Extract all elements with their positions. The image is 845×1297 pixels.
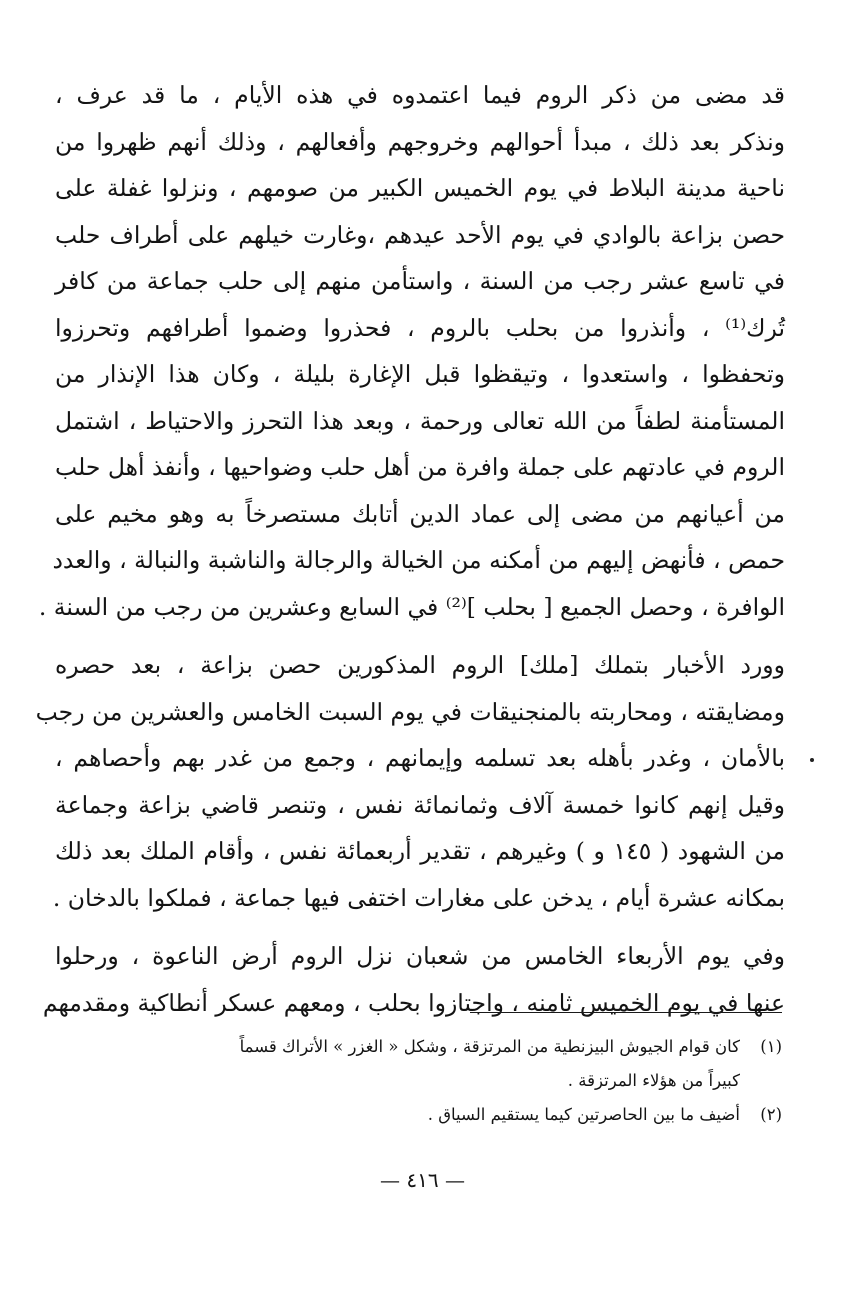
footnote-line: أضيف ما بين الحاصرتين كيما يستقيم السياق . <box>427 1105 740 1124</box>
footnote-text <box>60 1098 740 1132</box>
footnote-number: (١) <box>760 1037 782 1056</box>
footnote-divider <box>470 1012 782 1013</box>
text-line: تُرك⁽¹⁾ ، وأنذروا من بحلب بالروم ، فحذروا وضموا أطرافهم وتحرزوا <box>55 313 785 342</box>
text-line: بمكانه عشرة أيام ، يدخن على مغارات اختفى فيها جماعة ، فملكوا بالدخان . <box>52 883 785 912</box>
text-line: بالأمان ، وغدر بأهله بعد تسلمه وإيمانهم ، وجمع من غدر بهم وأحصاهم ، <box>55 744 785 772</box>
text-line: ومضايقته ، ومحاربته بالمنجنيقات في يوم السبت الخامس والعشرين من رجب <box>35 697 785 726</box>
text-line: ناحية مدينة البلاط في يوم الخميس الكبير من صومهم ، ونزلوا غفلة على <box>55 174 785 202</box>
text-line: عنها في يوم الخميس ثامنه ، واجتازوا بحلب ، ومعهم عسكر أنطاكية ومقدمهم <box>42 988 785 1017</box>
text-line: حصن بزاعة بالوادي في يوم الأحد عيدهم ،وغارت خيلهم على أطراف حلب <box>55 220 785 249</box>
text-line: وورد الأخبار بتملك [ملك] الروم المذكورين حصن بزاعة ، بعد حصره <box>55 651 785 679</box>
paragraph-1 <box>38 72 785 630</box>
footnote-number: (٢) <box>760 1105 782 1124</box>
text-line: قد مضى من ذكر الروم فيما اعتمدوه في هذه الأيام ، ما قد عرف ، <box>55 81 785 109</box>
text-line: المستأمنة لطفاً من الله تعالى ورحمة ، وبعد هذا التحرز والاحتياط ، اشتمل <box>55 406 785 435</box>
footnotes <box>60 1030 782 1132</box>
footnote-2 <box>60 1098 782 1132</box>
footnote-line: كان قوام الجيوش البيزنطية من المرتزقة ، وشكل « الغزر » الأتراك قسماً <box>239 1037 740 1056</box>
footnote-line: كبيراً من هؤلاء المرتزقة . <box>567 1071 740 1090</box>
text-line: من الشهود ( ١٤٥ و ) وغيرهم ، تقدير أربعمائة نفس ، وأقام الملك بعد ذلك <box>55 837 785 865</box>
paragraph-2 <box>35 642 785 921</box>
margin-mark <box>810 758 814 762</box>
text-line: الوافرة ، وحصل الجميع [ بحلب ]⁽²⁾ في السابع وعشرين من رجب من السنة . <box>38 592 785 621</box>
text-line: وتحفظوا ، واستعدوا ، وتيقظوا قبل الإغارة بليلة ، وكان هذا الإنذار من <box>55 360 785 388</box>
text-line: وفي يوم الأربعاء الخامس من شعبان نزل الروم أرض الناعوة ، ورحلوا <box>55 942 785 970</box>
text-line: من أعيانهم من مضى إلى عماد الدين أتابك مستصرخاً به وهو مخيم على <box>55 499 785 528</box>
main-text <box>35 72 785 1026</box>
text-line: ونذكر بعد ذلك ، مبدأ أحوالهم وخروجهم وأفعالهم ، وذلك أنهم ظهروا من <box>55 127 785 156</box>
footnote-text <box>60 1030 740 1098</box>
text-line: وقيل إنهم كانوا خمسة آلاف وثمانمائة نفس ، وتنصر قاضي بزاعة وجماعة <box>55 790 785 819</box>
text-line: الروم في عادتهم على جملة وافرة من أهل حلب وضواحيها ، وأنفذ أهل حلب <box>55 453 785 481</box>
page-number: — ٤١٦ — <box>380 1168 465 1192</box>
footnote-1 <box>60 1030 782 1098</box>
text-line: في تاسع عشر رجب من السنة ، واستأمن منهم إلى حلب جماعة من كافر <box>55 267 785 295</box>
text-line: حمص ، فأنهض إليهم من أمكنه من الخيالة والرجالة والناشبة والنبالة ، والعدد <box>52 546 785 574</box>
